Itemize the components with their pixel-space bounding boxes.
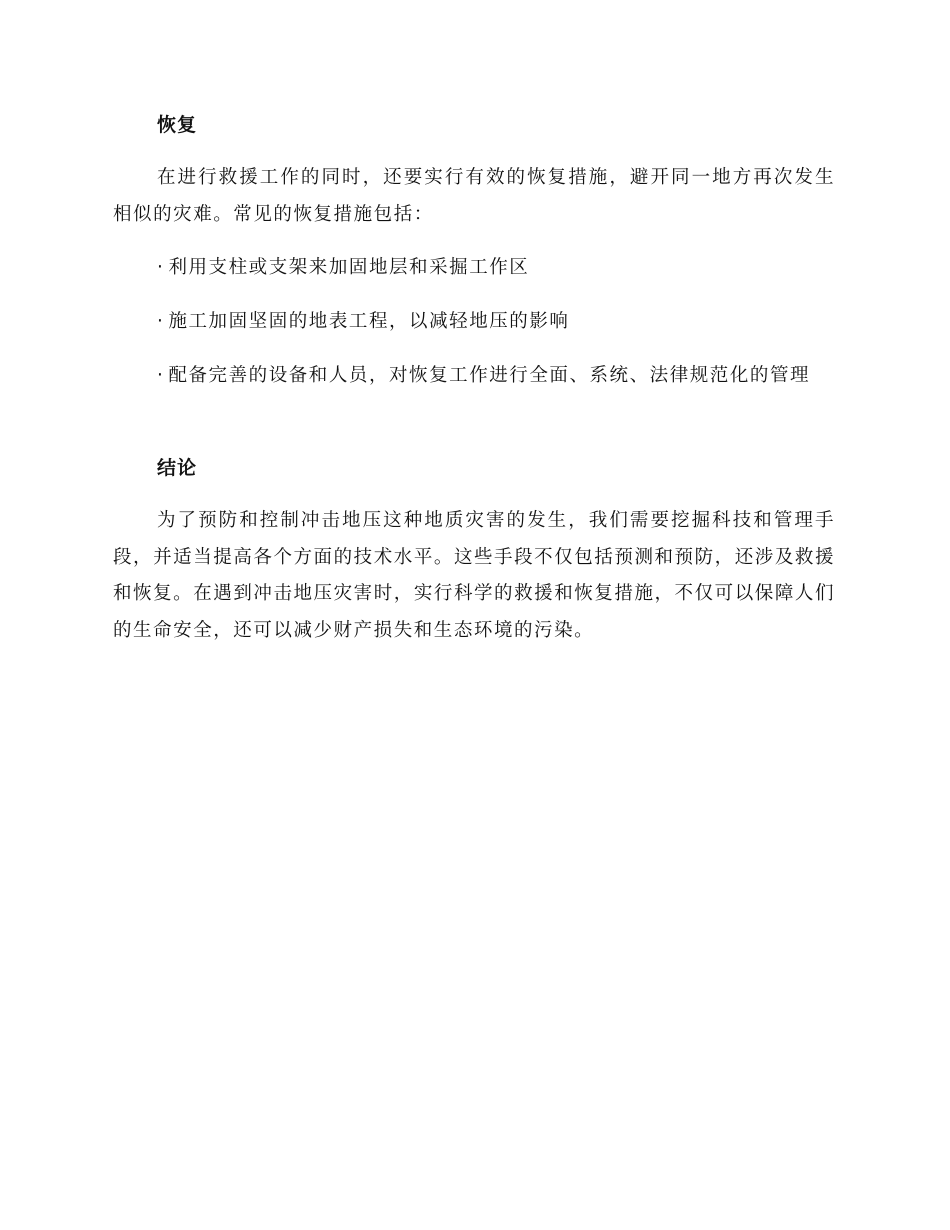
bullet-dot-icon: · bbox=[157, 257, 165, 278]
recovery-bullet-text: 配备完善的设备和人员，对恢复工作进行全面、系统、法律规范化的管理 bbox=[168, 365, 811, 386]
conclusion-heading: 结论 bbox=[157, 457, 198, 479]
conclusion-paragraph: 为了预防和控制冲击地压这种地质灾害的发生，我们需要挖掘科技和管理手段，并适当提高各个方面的技术水平。这些手段不仅包括预测和预防，还涉及救援和恢复。在遇到冲击地压灾害时，实行科学的救援和恢复措施，不仅可以保障人们的生命安全，还可以减少财产损失和生态环境的污染。 bbox=[113, 510, 835, 641]
recovery-bullet-text: 利用支柱或支架来加固地层和采掘工作区 bbox=[168, 257, 530, 278]
bullet-dot-icon: · bbox=[157, 365, 165, 386]
recovery-section-heading-block bbox=[113, 113, 835, 137]
recovery-intro-block bbox=[113, 160, 835, 233]
recovery-heading: 恢复 bbox=[157, 114, 198, 136]
recovery-bullet-line bbox=[113, 250, 835, 287]
recovery-bullet-line bbox=[113, 358, 835, 395]
bullet-dot-icon: · bbox=[157, 311, 165, 332]
recovery-bullet-item bbox=[113, 358, 835, 395]
conclusion-body-block bbox=[113, 503, 835, 649]
recovery-bullet-item bbox=[113, 304, 835, 341]
recovery-intro-paragraph: 在进行救援工作的同时，还要实行有效的恢复措施，避开同一地方再次发生相似的灾难。常见的恢复措施包括： bbox=[113, 167, 835, 225]
recovery-bullet-text: 施工加固坚固的地表工程，以减轻地压的影响 bbox=[168, 311, 570, 332]
conclusion-section-heading-block bbox=[113, 456, 835, 480]
recovery-bullet-item bbox=[113, 250, 835, 287]
recovery-bullet-line bbox=[113, 304, 835, 341]
